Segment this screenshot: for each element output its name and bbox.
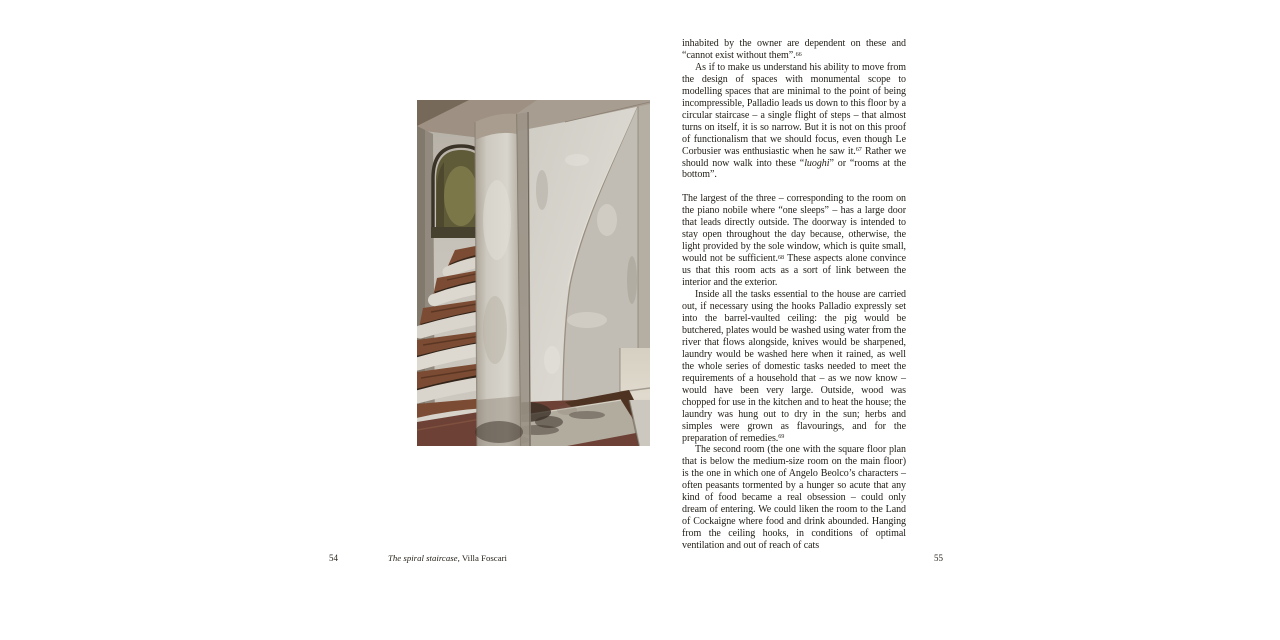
folio-left: 54 bbox=[329, 553, 338, 563]
footnote-marker: 69 bbox=[778, 433, 785, 441]
folio-right: 55 bbox=[934, 553, 943, 563]
paragraph: As if to make us understand his ability to move from the design of spaces with monumental scope to modelling spaces that are minimal to the point of being incompressible, Palladio leads us down to this floor by a circular staircase – a single flight of steps – that almost turns on itself, it is so narrow. But it is not on this proof of functionalism that we should focus, even though Le Corbusier was enthusiastic when he saw it.$^{67}$ Rather we should now walk into these “luoghi” or “rooms at the bottom”. bbox=[682, 61, 906, 181]
caption-title: The spiral staircase bbox=[388, 553, 458, 563]
staircase-photo-art bbox=[417, 100, 650, 446]
paragraph: The largest of the three – corresponding to the room on the piano nobile where “one sleeps” – has a large door that leads directly outside. The doorway is intended to stay open throughout the day because, otherwise, the light provided by the sole window, which is quite small, would not be sufficient.$^{68}$ These aspects alone convince us that this room acts as a sort of link between the interior and the exterior. bbox=[682, 193, 907, 289]
text-column bbox=[682, 38, 906, 552]
paragraph: Inside all the tasks essential to the house are carried out, if necessary using the hooks Palladio expressly set into the barrel-vaulted ceiling: the pig would be butchered, plates would be washed using water from the river that flows alongside, knives would be sharpened, laundry would be washed here when it rained, as well the whole series of domestic tasks needed to meet the requirements of a household that – as we now know – would have been very large. Outside, wood was chopped for use in the kitchen and to heat the house; the laundry was hung out to dry in the sun; herbs and simples were grown as flavourings, and for the preparation of remedies.$^{69}$ bbox=[682, 289, 906, 444]
caption-rest: , Villa Foscari bbox=[457, 553, 507, 563]
paragraph: The second room (the one with the square floor plan that is below the medium-size room on the main floor) is the one in which one of Angelo Beolco’s characters – often peasants tormented by a hunger so acute that any kind of food became a real obsession – could only dream of entering. We could liken the room to the Land of Cockaigne where food and drink abounded. Hanging from the ceiling hooks, in conditions of optimal ventilation and out of reach of cats bbox=[682, 444, 906, 552]
paragraph: inhabited by the owner are dependent on these and “cannot exist without them”.$^{66}$ bbox=[682, 38, 906, 61]
staircase-photo bbox=[417, 100, 650, 446]
footnote-marker: 66 bbox=[795, 50, 802, 58]
footnote-marker: 68 bbox=[777, 253, 785, 261]
footnote-marker: 67 bbox=[855, 146, 862, 154]
newel-pier bbox=[475, 112, 531, 446]
photo-caption bbox=[388, 553, 507, 564]
